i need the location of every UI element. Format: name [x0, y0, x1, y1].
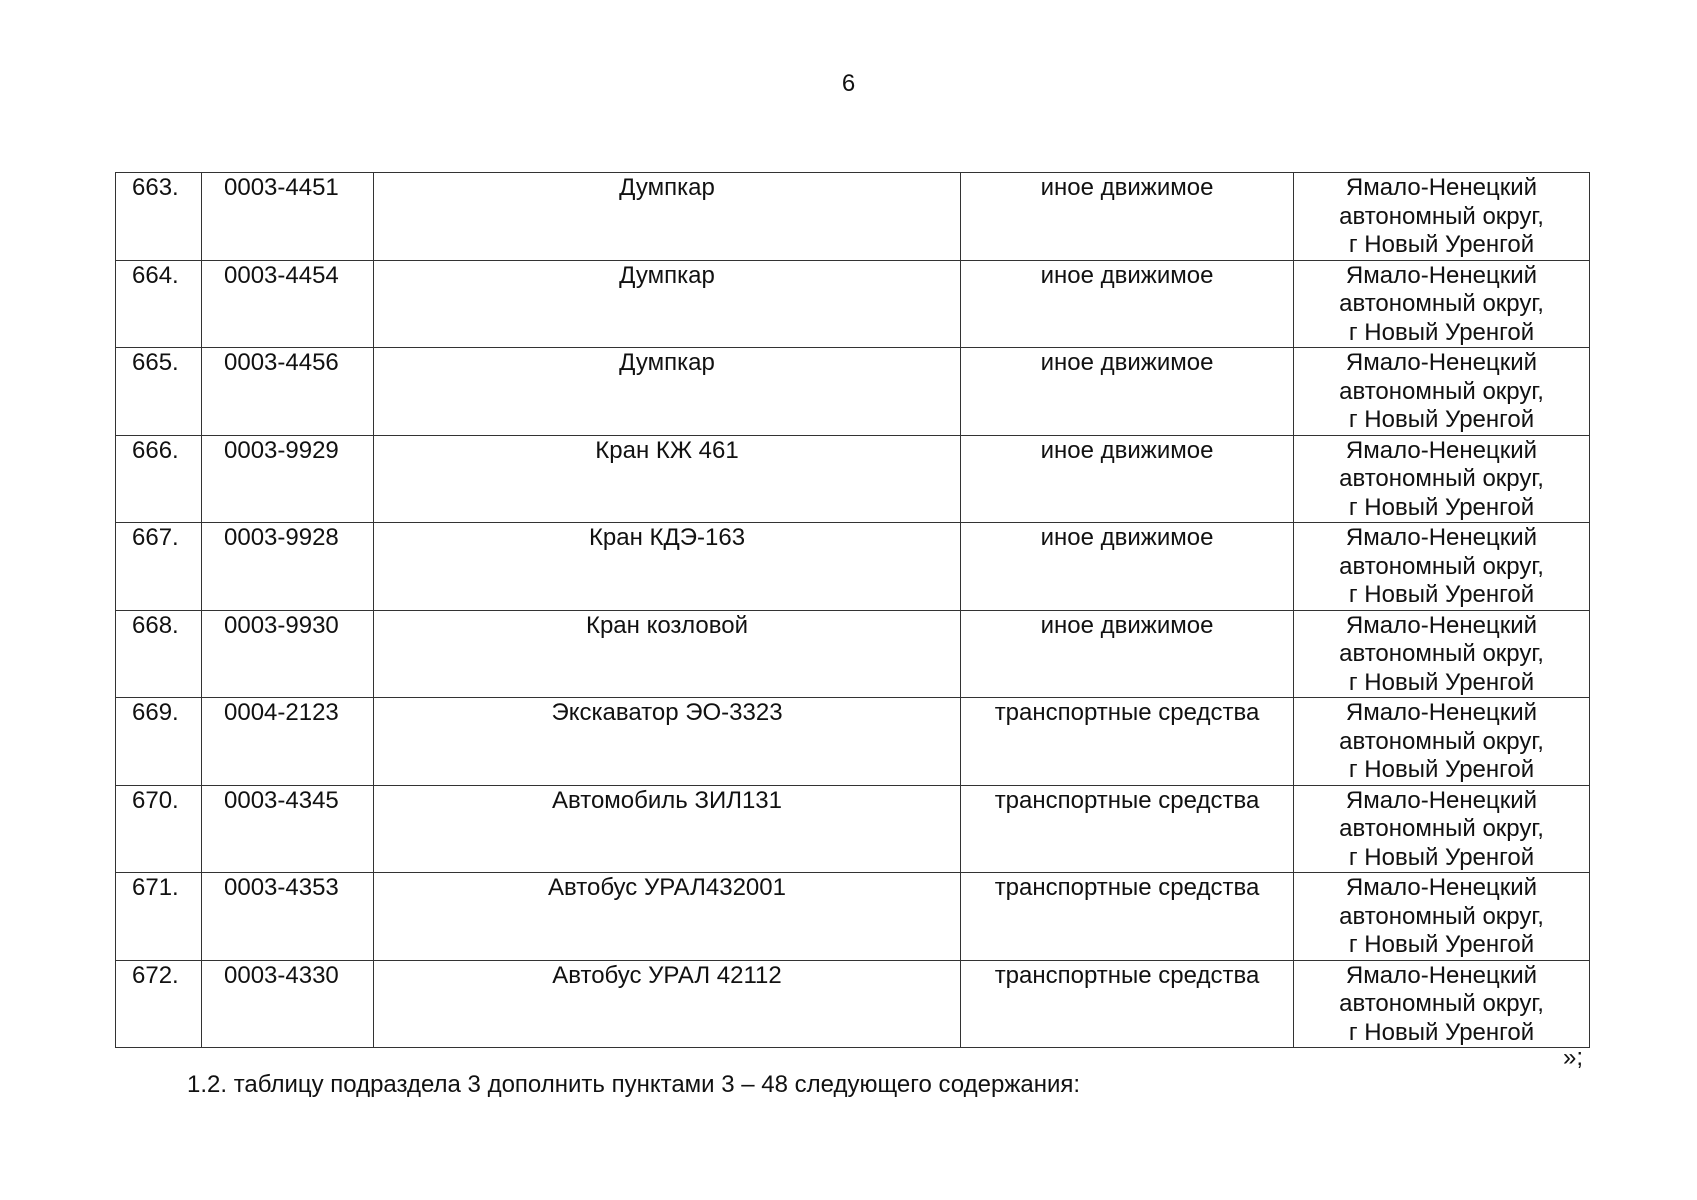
- row-number-cell: 666.: [116, 435, 202, 523]
- table-row: [116, 173, 1590, 261]
- inventory-code-cell: 0003-4454: [202, 260, 374, 348]
- location-line: г Новый Уренгой: [1348, 1018, 1535, 1046]
- inventory-code-cell: 0003-9929: [202, 435, 374, 523]
- table-row: [116, 873, 1590, 961]
- table-row: [116, 260, 1590, 348]
- item-name-cell: Думпкар: [374, 260, 961, 348]
- inventory-code-cell: 0003-4345: [202, 785, 374, 873]
- table-row: [116, 523, 1590, 611]
- item-name-cell: Кран козловой: [374, 610, 961, 698]
- item-name-cell: Экскаватор ЭО-3323: [374, 698, 961, 786]
- location-line: автономный округ,: [1339, 990, 1544, 1017]
- location-cell: [1294, 348, 1590, 436]
- property-type-cell: иное движимое: [961, 173, 1294, 261]
- page-number: 6: [841, 70, 856, 97]
- row-number-cell: 671.: [116, 873, 202, 961]
- location-line: автономный округ,: [1339, 640, 1544, 667]
- table-row: [116, 348, 1590, 436]
- location-line: Ямало-Ненецкий: [1345, 174, 1538, 201]
- inventory-code-cell: 0003-9930: [202, 610, 374, 698]
- location-cell: [1294, 785, 1590, 873]
- property-type-cell: транспортные средства: [961, 873, 1294, 961]
- location-line: автономный округ,: [1339, 465, 1544, 492]
- location-line: Ямало-Ненецкий: [1345, 261, 1538, 289]
- inventory-code-cell: 0003-4353: [202, 873, 374, 961]
- location-line: автономный округ,: [1339, 377, 1544, 405]
- property-type-cell: иное движимое: [961, 260, 1294, 348]
- location-line: г Новый Уренгой: [1348, 406, 1535, 433]
- location-line: г Новый Уренгой: [1348, 931, 1535, 958]
- row-number-cell: 664.: [116, 260, 202, 348]
- table-row: [116, 435, 1590, 523]
- location-line: г Новый Уренгой: [1348, 756, 1535, 783]
- inventory-code-cell: 0003-4330: [202, 960, 374, 1048]
- item-name-cell: Автомобиль ЗИЛ131: [374, 785, 961, 873]
- row-number-cell: 665.: [116, 348, 202, 436]
- property-type-cell: иное движимое: [961, 435, 1294, 523]
- inventory-code-cell: 0003-9928: [202, 523, 374, 611]
- inventory-code-cell: 0004-2123: [202, 698, 374, 786]
- item-name-cell: Автобус УРАЛ432001: [374, 873, 961, 961]
- property-table-body: [116, 173, 1590, 1048]
- table-row: [116, 785, 1590, 873]
- location-line: г Новый Уренгой: [1348, 318, 1535, 346]
- location-line: Ямало-Ненецкий: [1345, 786, 1538, 814]
- row-number-cell: 667.: [116, 523, 202, 611]
- row-number-cell: 672.: [116, 960, 202, 1048]
- location-line: автономный округ,: [1339, 202, 1544, 230]
- location-cell: [1294, 610, 1590, 698]
- location-line: автономный округ,: [1339, 815, 1544, 842]
- location-line: г Новый Уренгой: [1348, 231, 1535, 258]
- table-row: [116, 610, 1590, 698]
- amendment-paragraph: 1.2. таблицу подраздела 3 дополнить пунктами 3 – 48 следующего содержания:: [187, 1071, 1081, 1098]
- row-number-cell: 669.: [116, 698, 202, 786]
- location-cell: [1294, 698, 1590, 786]
- item-name-cell: Кран КДЭ-163: [374, 523, 961, 611]
- location-line: Ямало-Ненецкий: [1345, 524, 1538, 551]
- location-line: Ямало-Ненецкий: [1345, 961, 1538, 989]
- property-type-cell: транспортные средства: [961, 960, 1294, 1048]
- location-cell: [1294, 960, 1590, 1048]
- property-type-cell: иное движимое: [961, 348, 1294, 436]
- location-line: автономный округ,: [1339, 552, 1544, 580]
- closing-quote: »;: [1563, 1044, 1584, 1071]
- table-row: [116, 960, 1590, 1048]
- table-row: [116, 698, 1590, 786]
- location-line: г Новый Уренгой: [1348, 581, 1535, 608]
- location-line: Ямало-Ненецкий: [1345, 349, 1538, 376]
- row-number-cell: 670.: [116, 785, 202, 873]
- property-type-cell: иное движимое: [961, 523, 1294, 611]
- location-line: г Новый Уренгой: [1348, 668, 1535, 696]
- inventory-code-cell: 0003-4451: [202, 173, 374, 261]
- location-line: г Новый Уренгой: [1348, 843, 1535, 871]
- item-name-cell: Думпкар: [374, 173, 961, 261]
- property-type-cell: транспортные средства: [961, 698, 1294, 786]
- location-line: автономный округ,: [1339, 902, 1544, 930]
- row-number-cell: 663.: [116, 173, 202, 261]
- location-line: Ямало-Ненецкий: [1345, 699, 1538, 726]
- property-table: [115, 172, 1590, 1048]
- location-cell: [1294, 873, 1590, 961]
- row-number-cell: 668.: [116, 610, 202, 698]
- location-cell: [1294, 173, 1590, 261]
- location-line: г Новый Уренгой: [1348, 493, 1535, 521]
- item-name-cell: Автобус УРАЛ 42112: [374, 960, 961, 1048]
- property-type-cell: иное движимое: [961, 610, 1294, 698]
- location-cell: [1294, 523, 1590, 611]
- location-line: Ямало-Ненецкий: [1345, 611, 1538, 639]
- location-cell: [1294, 435, 1590, 523]
- inventory-code-cell: 0003-4456: [202, 348, 374, 436]
- location-line: Ямало-Ненецкий: [1345, 874, 1538, 901]
- item-name-cell: Думпкар: [374, 348, 961, 436]
- location-line: Ямало-Ненецкий: [1345, 436, 1538, 464]
- property-type-cell: транспортные средства: [961, 785, 1294, 873]
- item-name-cell: Кран КЖ 461: [374, 435, 961, 523]
- location-cell: [1294, 260, 1590, 348]
- location-line: автономный округ,: [1339, 727, 1544, 755]
- location-line: автономный округ,: [1339, 290, 1544, 317]
